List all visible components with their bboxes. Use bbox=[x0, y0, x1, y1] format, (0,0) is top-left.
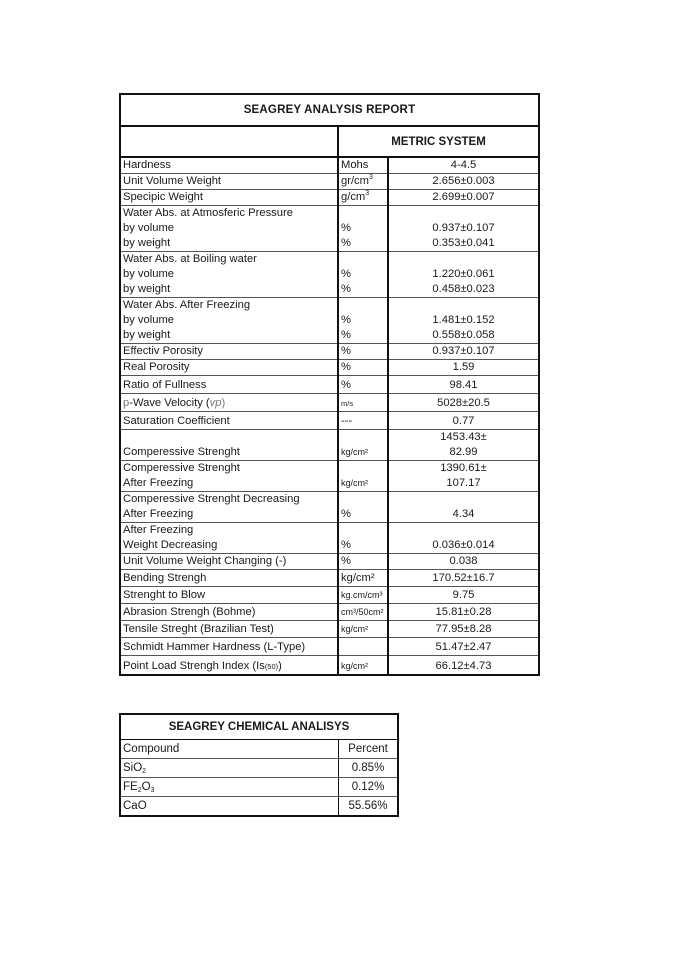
sub-value: 0.353±0.041 bbox=[432, 237, 495, 249]
property-unit bbox=[338, 206, 388, 252]
property-label: Strenght to Blow bbox=[123, 589, 206, 601]
header-row bbox=[121, 127, 538, 158]
compound-name: SiO$_2$ bbox=[123, 762, 147, 775]
properties-table bbox=[121, 158, 538, 674]
property-unit: kg/cm² bbox=[338, 461, 388, 492]
property-unit: kg/cm² bbox=[338, 570, 388, 587]
property-value: 2.699±0.007 bbox=[432, 191, 495, 203]
label-line: Weight Decreasing bbox=[123, 539, 218, 551]
property-unit: --- bbox=[338, 412, 388, 430]
label-line: After Freezing bbox=[123, 508, 194, 520]
value-line: 107.17 bbox=[446, 477, 481, 489]
label-line: Comperessive Strenght Decreasing bbox=[123, 493, 300, 505]
property-value: 0.036±0.014 bbox=[432, 539, 495, 551]
table-row bbox=[121, 797, 397, 816]
sub-unit: % bbox=[341, 283, 351, 295]
property-value: 0.77 bbox=[452, 415, 475, 427]
property-value: 1.59 bbox=[452, 361, 475, 373]
group-label: Water Abs. After Freezing bbox=[123, 299, 251, 311]
property-unit: % bbox=[338, 376, 388, 394]
group-label: Water Abs. at Boiling water bbox=[123, 253, 257, 265]
sub-label: by weight bbox=[123, 329, 171, 341]
property-value: 9.75 bbox=[452, 589, 475, 601]
sub-unit: % bbox=[341, 314, 351, 326]
label-italic: vp bbox=[209, 397, 222, 409]
compound-name: $FE_2O_3$ bbox=[123, 781, 155, 794]
property-label bbox=[121, 298, 338, 344]
label-text: -Wave Velocity ( bbox=[129, 397, 210, 409]
property-label: Specipic Weight bbox=[123, 191, 204, 203]
property-label: Saturation Coefficient bbox=[123, 415, 230, 427]
table-row bbox=[121, 174, 538, 190]
property-unit: % bbox=[338, 523, 388, 554]
sub-label: by volume bbox=[123, 314, 174, 326]
analysis-report-table bbox=[119, 93, 540, 676]
table-row bbox=[121, 360, 538, 376]
property-unit bbox=[338, 174, 388, 190]
property-value: 66.12±4.73 bbox=[435, 659, 492, 672]
property-label bbox=[121, 656, 338, 674]
sub-unit: % bbox=[341, 237, 351, 249]
table-row bbox=[121, 412, 538, 430]
sub-value: 1.220±0.061 bbox=[432, 268, 495, 280]
table-row bbox=[121, 554, 538, 570]
property-unit: cm³/50cm² bbox=[338, 604, 388, 621]
table-row bbox=[121, 523, 538, 554]
property-label: Hardness bbox=[123, 159, 171, 171]
property-label: Abrasion Strengh (Bohme) bbox=[123, 606, 256, 618]
property-unit: % bbox=[338, 344, 388, 360]
sub-unit: % bbox=[341, 222, 351, 234]
property-value: 15.81±0.28 bbox=[435, 606, 492, 618]
compound-header: Compound bbox=[123, 743, 180, 755]
compound-percent: 0.12% bbox=[339, 778, 398, 797]
property-unit: m/s bbox=[338, 394, 388, 412]
table-row bbox=[121, 394, 538, 412]
unit-superscript: 3 bbox=[368, 174, 373, 181]
chemical-table bbox=[121, 740, 397, 815]
table-row bbox=[121, 492, 538, 523]
property-label: Unit Volume Weight Changing (-) bbox=[123, 555, 287, 567]
property-unit: kg/cm² bbox=[338, 430, 388, 461]
sub-unit: % bbox=[341, 329, 351, 341]
property-value: 0.937±0.107 bbox=[432, 345, 495, 357]
label-subscript: (50) bbox=[264, 661, 279, 671]
property-unit: kg.cm/cm³ bbox=[338, 587, 388, 604]
property-value: 98.41 bbox=[449, 379, 478, 391]
sub-label: by weight bbox=[123, 237, 171, 249]
property-unit: % bbox=[338, 492, 388, 523]
property-unit: % bbox=[338, 360, 388, 376]
property-label: Ratio of Fullness bbox=[123, 379, 207, 391]
property-label bbox=[121, 252, 338, 298]
table-row bbox=[121, 587, 538, 604]
label-suffix: ) bbox=[278, 659, 282, 672]
property-label bbox=[121, 492, 338, 523]
property-label: Unit Volume Weight bbox=[123, 175, 222, 187]
table-row bbox=[121, 206, 538, 252]
chemical-analysis-table bbox=[119, 713, 399, 817]
label-text: Point Load Strengh Index (Is bbox=[123, 659, 265, 672]
sub-unit: % bbox=[341, 268, 351, 280]
label-suffix: ) bbox=[221, 397, 226, 409]
table-row bbox=[121, 190, 538, 206]
header-blank-cell bbox=[121, 127, 339, 156]
property-value bbox=[388, 298, 538, 344]
property-label: Effectiv Porosity bbox=[123, 345, 204, 357]
sub-label: by weight bbox=[123, 283, 171, 295]
property-value bbox=[388, 206, 538, 252]
compound-percent: 55.56% bbox=[339, 797, 398, 816]
unit-text: g/cm bbox=[341, 191, 366, 203]
property-value: 51.47±2.47 bbox=[435, 641, 492, 653]
property-label bbox=[121, 394, 338, 412]
property-value bbox=[388, 461, 538, 492]
property-value: 2.656±0.003 bbox=[432, 175, 495, 187]
table-row bbox=[121, 252, 538, 298]
property-label: Tensile Streght (Brazilian Test) bbox=[123, 623, 274, 635]
property-value: 0.038 bbox=[449, 555, 478, 567]
table-row bbox=[121, 570, 538, 587]
property-label bbox=[121, 523, 338, 554]
unit-text: gr/cm bbox=[341, 175, 369, 187]
table-row bbox=[121, 298, 538, 344]
value-line: 1453.43± bbox=[440, 431, 487, 443]
table-row bbox=[121, 430, 538, 461]
table-row bbox=[121, 344, 538, 360]
compound-percent: 0.85% bbox=[339, 759, 398, 778]
label-line: After Freezing bbox=[123, 477, 194, 489]
report-title: SEAGREY ANALYSIS REPORT bbox=[121, 95, 538, 127]
property-unit bbox=[338, 190, 388, 206]
sub-label: by volume bbox=[123, 268, 174, 280]
property-unit: % bbox=[338, 554, 388, 570]
table-row bbox=[121, 638, 538, 656]
label-line: Comperessive Strenght bbox=[123, 462, 240, 474]
table-row bbox=[121, 621, 538, 638]
property-value bbox=[388, 252, 538, 298]
chemical-title: SEAGREY CHEMICAL ANALISYS bbox=[121, 715, 397, 740]
sub-value: 1.481±0.152 bbox=[432, 314, 495, 326]
group-label: Water Abs. at Atmosferic Pressure bbox=[123, 207, 293, 219]
property-value: 5028±20.5 bbox=[437, 397, 490, 409]
table-row bbox=[121, 759, 397, 778]
label-line: After Freezing bbox=[123, 524, 194, 536]
sub-label: by volume bbox=[123, 222, 174, 234]
table-row bbox=[121, 461, 538, 492]
property-unit: kg/cm² bbox=[338, 656, 388, 674]
compound-name: CaO bbox=[123, 800, 147, 812]
table-row bbox=[121, 604, 538, 621]
sub-value: 0.558±0.058 bbox=[432, 329, 495, 341]
property-label bbox=[121, 206, 338, 252]
property-unit bbox=[338, 298, 388, 344]
property-value: 4-4.5 bbox=[450, 159, 477, 171]
property-label bbox=[121, 461, 338, 492]
property-value bbox=[388, 430, 538, 461]
value-line: 1390.61± bbox=[440, 462, 487, 474]
metric-system-header: METRIC SYSTEM bbox=[391, 135, 486, 148]
property-unit bbox=[338, 638, 388, 656]
value-line: 82.99 bbox=[449, 446, 478, 458]
chemical-header-row bbox=[121, 740, 397, 759]
sub-value: 0.458±0.023 bbox=[432, 283, 495, 295]
unit-superscript: 3 bbox=[365, 190, 370, 197]
property-unit bbox=[338, 252, 388, 298]
property-value: 77.95±8.28 bbox=[435, 623, 492, 635]
percent-header: Percent bbox=[339, 740, 398, 759]
table-row bbox=[121, 158, 538, 174]
property-label: Bending Strengh bbox=[123, 572, 207, 584]
table-row bbox=[121, 376, 538, 394]
table-row bbox=[121, 778, 397, 797]
property-value: 170.52±16.7 bbox=[432, 572, 495, 584]
property-label: Comperessive Strenght bbox=[123, 446, 240, 458]
property-unit: Mohs bbox=[338, 158, 388, 174]
property-label: Schmidt Hammer Hardness (L-Type) bbox=[123, 641, 306, 653]
property-value: 4.34 bbox=[452, 508, 475, 520]
table-row bbox=[121, 656, 538, 674]
sub-value: 0.937±0.107 bbox=[432, 222, 495, 234]
property-label: Real Porosity bbox=[123, 361, 190, 373]
property-unit: kg/cm² bbox=[338, 621, 388, 638]
label-prefix: p bbox=[123, 397, 130, 409]
